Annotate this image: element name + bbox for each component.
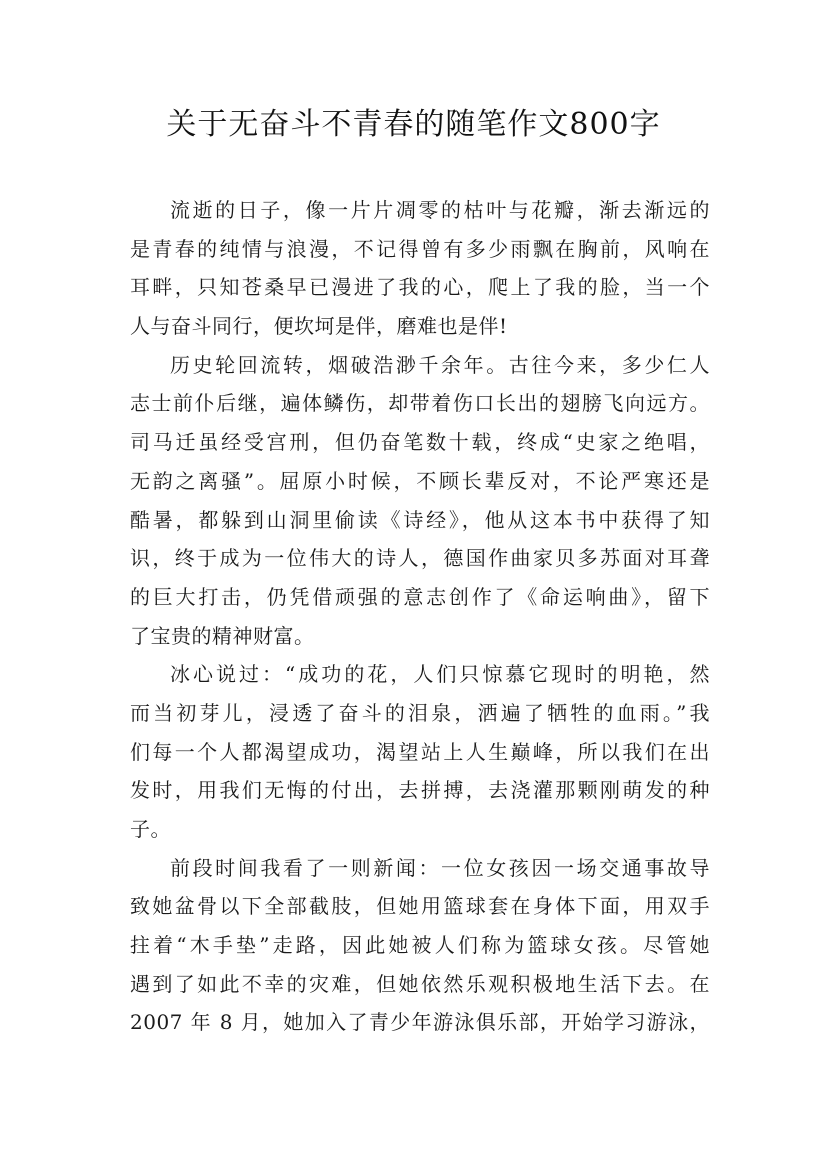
text-line: 无韵之离骚”。屈原小时候，不顾长辈反对，不论严寒还是	[130, 468, 710, 493]
text-line: 是青春的纯情与浪漫，不记得曾有多少雨飘在胸前，风响在	[130, 236, 710, 261]
text-line: 人与奋斗同行，便坎坷是伴，磨难也是伴!	[130, 314, 508, 339]
text-line: 了宝贵的精神财富。	[130, 623, 315, 648]
text-line: 的巨大打击，仍凭借顽强的意志创作了《命运响曲》，留下	[130, 584, 710, 609]
text-line: 酷暑，都躲到山洞里偷读《诗经》，他从这本书中获得了知	[130, 507, 710, 532]
paragraph-3	[130, 655, 710, 848]
text-line: 拄着“木手垫”走路，因此她被人们称为篮球女孩。尽管她	[130, 933, 710, 958]
paragraph-2	[130, 346, 710, 656]
text-line: 耳畔，只知苍桑早已漫进了我的心，爬上了我的脸，当一个	[130, 275, 710, 300]
page-title: 关于无奋斗不青春的随笔作文800字	[166, 107, 661, 142]
text-line: 司马迁虽经受宫刑，但仍奋笔数十载，终成“史家之绝唱，	[130, 430, 710, 455]
text-line: 发时，用我们无悔的付出，去拼搏，去浇灌那颗刚萌发的种	[130, 778, 710, 803]
text-line: 前段时间我看了一则新闻：一位女孩因一场交通事故导	[170, 855, 710, 880]
text-line: 致她盆骨以下全部截肢，但她用篮球套在身体下面，用双手	[130, 894, 710, 919]
text-line: 冰心说过：“成功的花，人们只惊慕它现时的明艳，然	[170, 662, 710, 687]
text-line: 而当初芽儿，浸透了奋斗的泪泉，洒遍了牺牲的血雨。”我	[130, 700, 710, 725]
text-line: 子。	[130, 817, 171, 841]
text-line: 遇到了如此不幸的灾难，但她依然乐观积极地生活下去。在	[130, 971, 710, 996]
paragraph-1	[130, 191, 710, 346]
text-line: 们每一个人都渴望成功，渴望站上人生巅峰，所以我们在出	[130, 739, 710, 764]
paragraph-4	[130, 849, 710, 1042]
text-line: 流逝的日子，像一片片凋零的枯叶与花瓣，渐去渐远的	[170, 198, 710, 222]
document-body	[130, 191, 710, 1042]
text-line: 志士前仆后继，遍体鳞伤，却带着伤口长出的翅膀飞向远方。	[130, 391, 710, 416]
text-line: 历史轮回流转，烟破浩渺千余年。古往今来，多少仁人	[170, 352, 710, 377]
text-line: 识，终于成为一位伟大的诗人，德国作曲家贝多苏面对耳聋	[130, 546, 710, 571]
text-line: 2007 年 8 月，她加入了青少年游泳俱乐部，开始学习游泳，	[130, 1010, 710, 1035]
